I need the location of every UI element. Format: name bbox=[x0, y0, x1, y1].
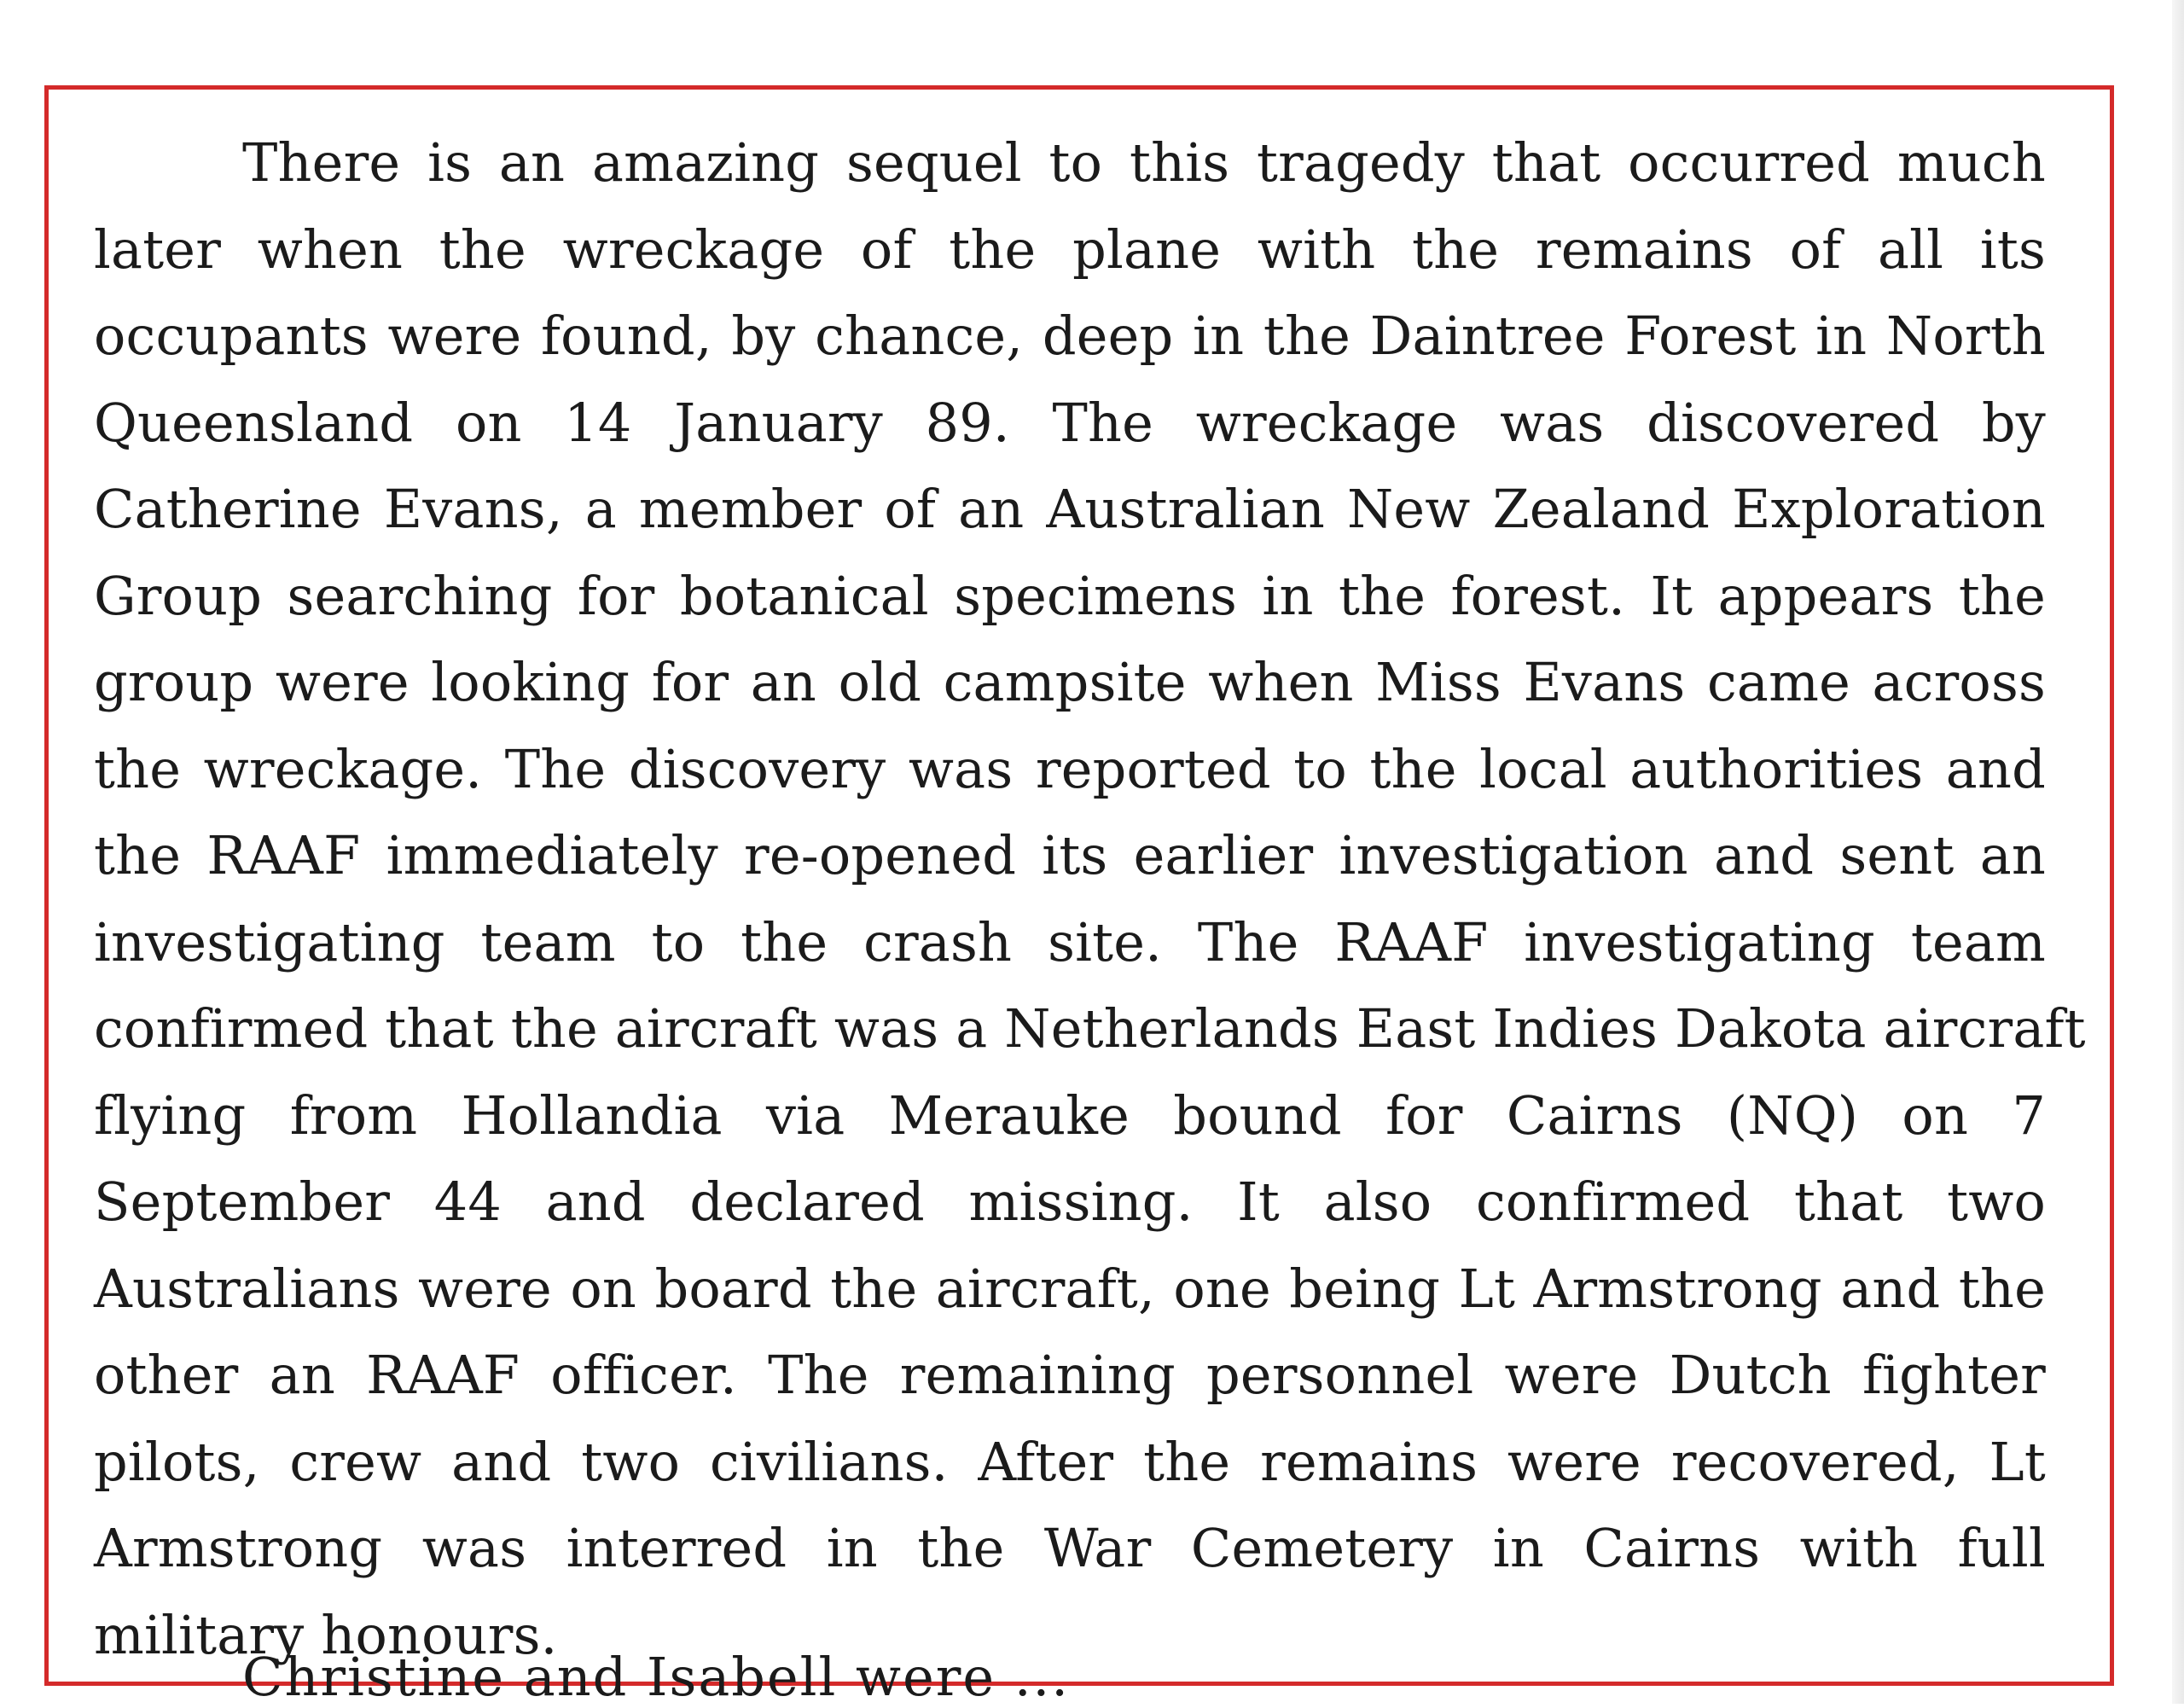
paragraph-line: There is an amazing sequel to this tragedy that occurred much bbox=[242, 131, 2046, 194]
paragraph-line: other an RAAF officer. The remaining personnel were Dutch fighter bbox=[94, 1344, 2046, 1406]
paragraph-line: Group searching for botanical specimens in the forest. It appears the bbox=[94, 564, 2046, 627]
paragraph-line: military honours. bbox=[94, 1603, 558, 1666]
paragraph-line: pilots, crew and two civilians. After the remains were recovered, Lt bbox=[94, 1430, 2046, 1493]
story-paragraph bbox=[94, 119, 2086, 1678]
paragraph-line: confirmed that the aircraft was a Netherlands East Indies Dakota aircraft bbox=[94, 997, 2086, 1060]
paragraph-line: group were looking for an old campsite when Miss Evans came across bbox=[94, 651, 2046, 713]
paragraph-line: Catherine Evans, a member of an Australian New Zealand Exploration bbox=[94, 478, 2046, 540]
paragraph-line: Australians were on board the aircraft, one being Lt Armstrong and the bbox=[94, 1257, 2046, 1320]
paragraph-line: later when the wreckage of the plane with the remains of all its bbox=[94, 218, 2046, 281]
paragraph-line: Queensland on 14 January 89. The wreckage was discovered by bbox=[94, 391, 2046, 454]
paragraph-line: investigating team to the crash site. The RAAF investigating team bbox=[94, 910, 2046, 973]
paragraph-line: the RAAF immediately re-opened its earlier investigation and sent an bbox=[94, 824, 2046, 886]
next-line-fragment bbox=[242, 1646, 1863, 1708]
next-line-text: Christine and Isabell were ... bbox=[242, 1646, 1070, 1708]
paragraph-line: Armstrong was interred in the War Cemetery in Cairns with full bbox=[94, 1517, 2046, 1579]
paragraph-line: flying from Hollandia via Merauke bound for Cairns (NQ) on 7 bbox=[94, 1083, 2046, 1147]
page-edge-shadow bbox=[2172, 0, 2184, 1704]
paragraph-line: the wreckage. The discovery was reported to the local authorities and bbox=[94, 737, 2046, 800]
paragraph-line: occupants were found, by chance, deep in the Daintree Forest in North bbox=[94, 305, 2046, 367]
paragraph-line: September 44 and declared missing. It also confirmed that two bbox=[94, 1171, 2046, 1233]
